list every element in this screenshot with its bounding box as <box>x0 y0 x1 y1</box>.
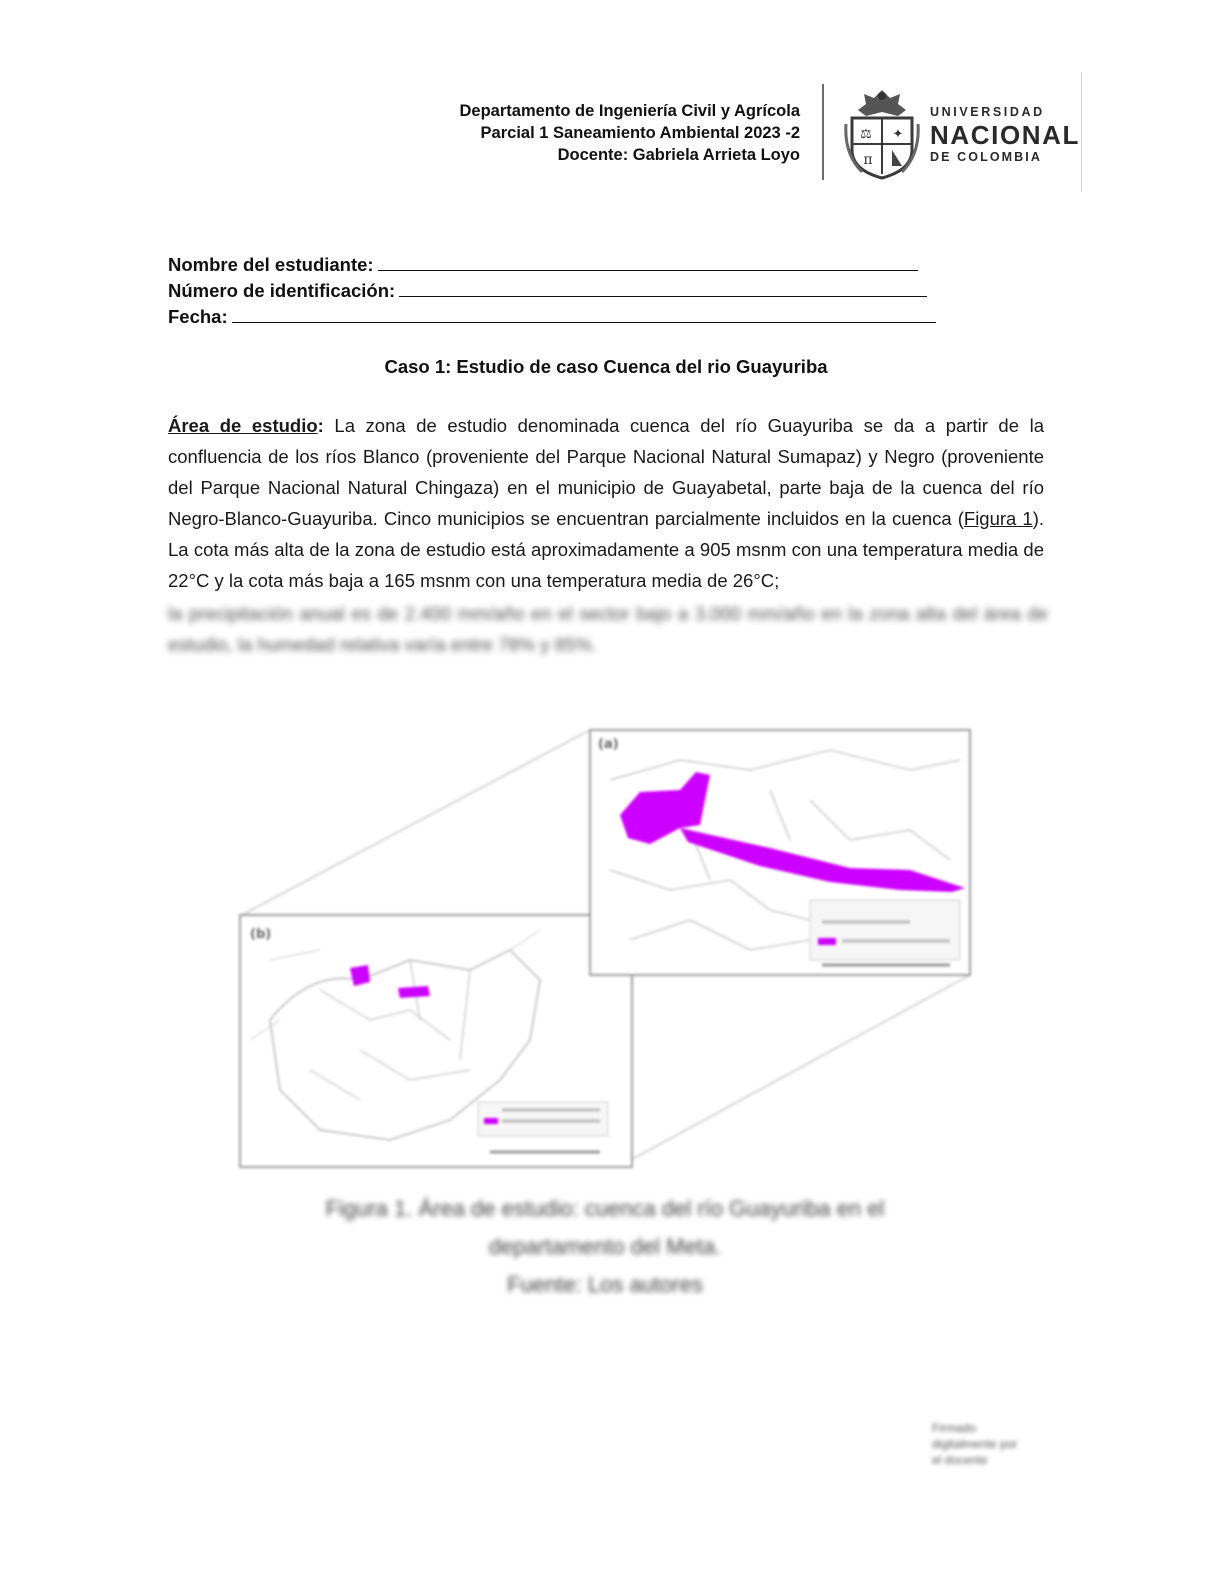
basin-map <box>210 720 1010 1190</box>
svg-text:✦: ✦ <box>892 127 904 142</box>
inset-basin-zoom-map <box>590 730 970 975</box>
student-name-row <box>168 252 958 278</box>
header-divider <box>822 84 824 180</box>
student-name-blank[interactable] <box>378 252 918 271</box>
caption-line-3: Fuente: Los autores <box>507 1272 703 1297</box>
caption-line-2: departamento del Meta. <box>488 1234 722 1259</box>
date-blank[interactable] <box>232 304 936 323</box>
svg-text:⚖: ⚖ <box>860 127 872 142</box>
study-area-label: Área de estudio: <box>168 415 324 436</box>
signature-stamp <box>932 1420 1082 1468</box>
page-edge-line <box>1081 72 1082 192</box>
id-number-label: Número de identificación: <box>168 280 396 301</box>
study-area-text-1: La zona de estudio denominada cuenca del río Guayuriba se da a partir de la confluencia de los ríos Blanco (proveniente del Parque Nacional Natural Sumapaz) y Negro (proveniente del Parque Nacional Natural Chingaza) en el municipio de Guayabetal, parte baja de la cuenca del río Negro-Blanco-Guayuriba. Cinco municipios se encuentran parcialmente incluidos en la cuenca ( <box>168 415 1044 529</box>
student-info-fields <box>168 252 958 330</box>
university-seal-icon <box>842 84 922 182</box>
study-area-paragraph <box>168 410 1044 596</box>
study-area-text-2: ). La cota más alta de la zona de estudio está aproximadamente a 905 msnm con una temperatura media de 22°C y la cota más baja a 165 msnm con una temperatura media de 26°C; <box>168 508 1044 591</box>
id-number-blank[interactable] <box>399 278 927 297</box>
university-logo <box>842 84 1081 184</box>
document-header <box>380 100 800 166</box>
basin-highlight-small-2 <box>398 986 430 998</box>
student-name-label: Nombre del estudiante: <box>168 254 374 275</box>
logo-line-colombia: DE COLOMBIA <box>930 149 1042 164</box>
date-row <box>168 304 958 330</box>
inset-a-label: (a) <box>598 737 619 752</box>
figure-caption <box>230 1190 980 1304</box>
stamp-line-3: el docente <box>932 1453 988 1467</box>
figure-1-reference[interactable]: Figura 1 <box>963 508 1033 529</box>
logo-line-universidad: UNIVERSIDAD <box>930 105 1045 119</box>
logo-line-nacional: NACIONAL <box>930 119 1081 150</box>
teacher-name: Docente: Gabriela Arrieta Loyo <box>557 146 800 164</box>
inset-b-label: (b) <box>250 927 272 942</box>
blurred-paragraph: la precipitación anual es de 2.400 mm/año en el sector bajo a 3.000 mm/año en la zona alta del área de estudio, la humedad relativa varía entre 78% y 85%. <box>168 603 1048 655</box>
caption-line-1: Figura 1. Área de estudio: cuenca del río Guayuriba en el <box>325 1196 885 1221</box>
case-title: Caso 1: Estudio de caso Cuenca del rio Guayuriba <box>384 356 828 377</box>
logo-wordmark <box>930 106 1080 163</box>
svg-text:π: π <box>863 152 873 168</box>
course-name: Parcial 1 Saneamiento Ambiental 2023 -2 <box>480 124 800 142</box>
date-label: Fecha: <box>168 306 228 327</box>
inset-department-map <box>240 915 632 1167</box>
department-name: Departamento de Ingeniería Civil y Agrícola <box>459 102 800 120</box>
stamp-line-2: digitalmente por <box>932 1437 1018 1451</box>
id-number-row <box>168 278 958 304</box>
stamp-line-1: Firmado <box>932 1421 977 1435</box>
study-area-figure <box>210 720 1010 1190</box>
